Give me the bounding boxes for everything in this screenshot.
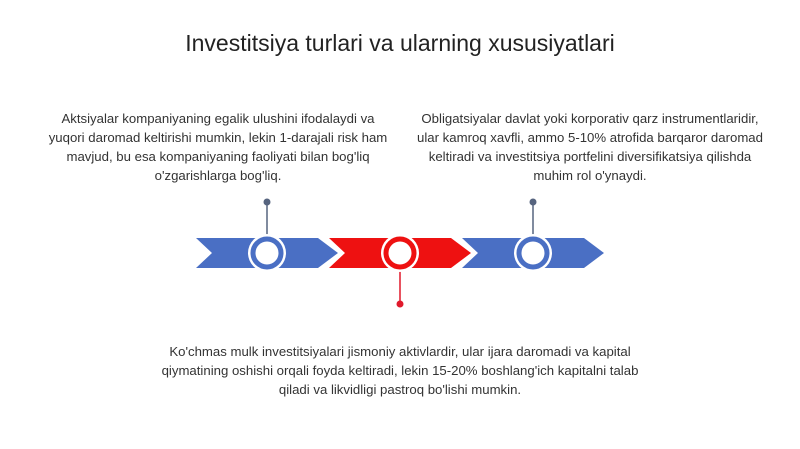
connector-real-estate — [397, 268, 404, 308]
timeline-node-stocks — [248, 234, 286, 272]
description-stocks: Aktsiyalar kompaniyaning egalik ulushini ifodalaydi va yuqori daromad keltirishi mumkin, lekin 1-darajali risk ham mavjud, bu esa kompaniyaning faoliyati bilan bog'liq o'zgarishlarga bog'liq. — [48, 111, 388, 183]
connector-bonds — [530, 199, 537, 239]
page-title: Investitsiya turlari va ularning xususiyatlari — [185, 30, 615, 56]
description-bonds: Obligatsiyalar davlat yoki korporativ qarz instrumentlaridir, ular kamroq xavfli, ammo 5-10% atrofida barqaror daromad keltiradi va investitsiya portfelini diversifikatsiya qilishda muhim rol o'ynaydi. — [417, 111, 763, 183]
connector-stocks — [264, 199, 271, 239]
timeline-node-real-estate — [381, 234, 419, 272]
timeline-node-bonds — [514, 234, 552, 272]
description-real-estate: Ko'chmas mulk investitsiyalari jismoniy aktivlardir, ular ijara daromadi va kapital qiymatining oshishi orqali foyda keltiradi, lekin 15-20% boshlang'ich kapitalni talab qiladi va likvidligi pastroq bo'lishi mumkin. — [161, 344, 639, 397]
